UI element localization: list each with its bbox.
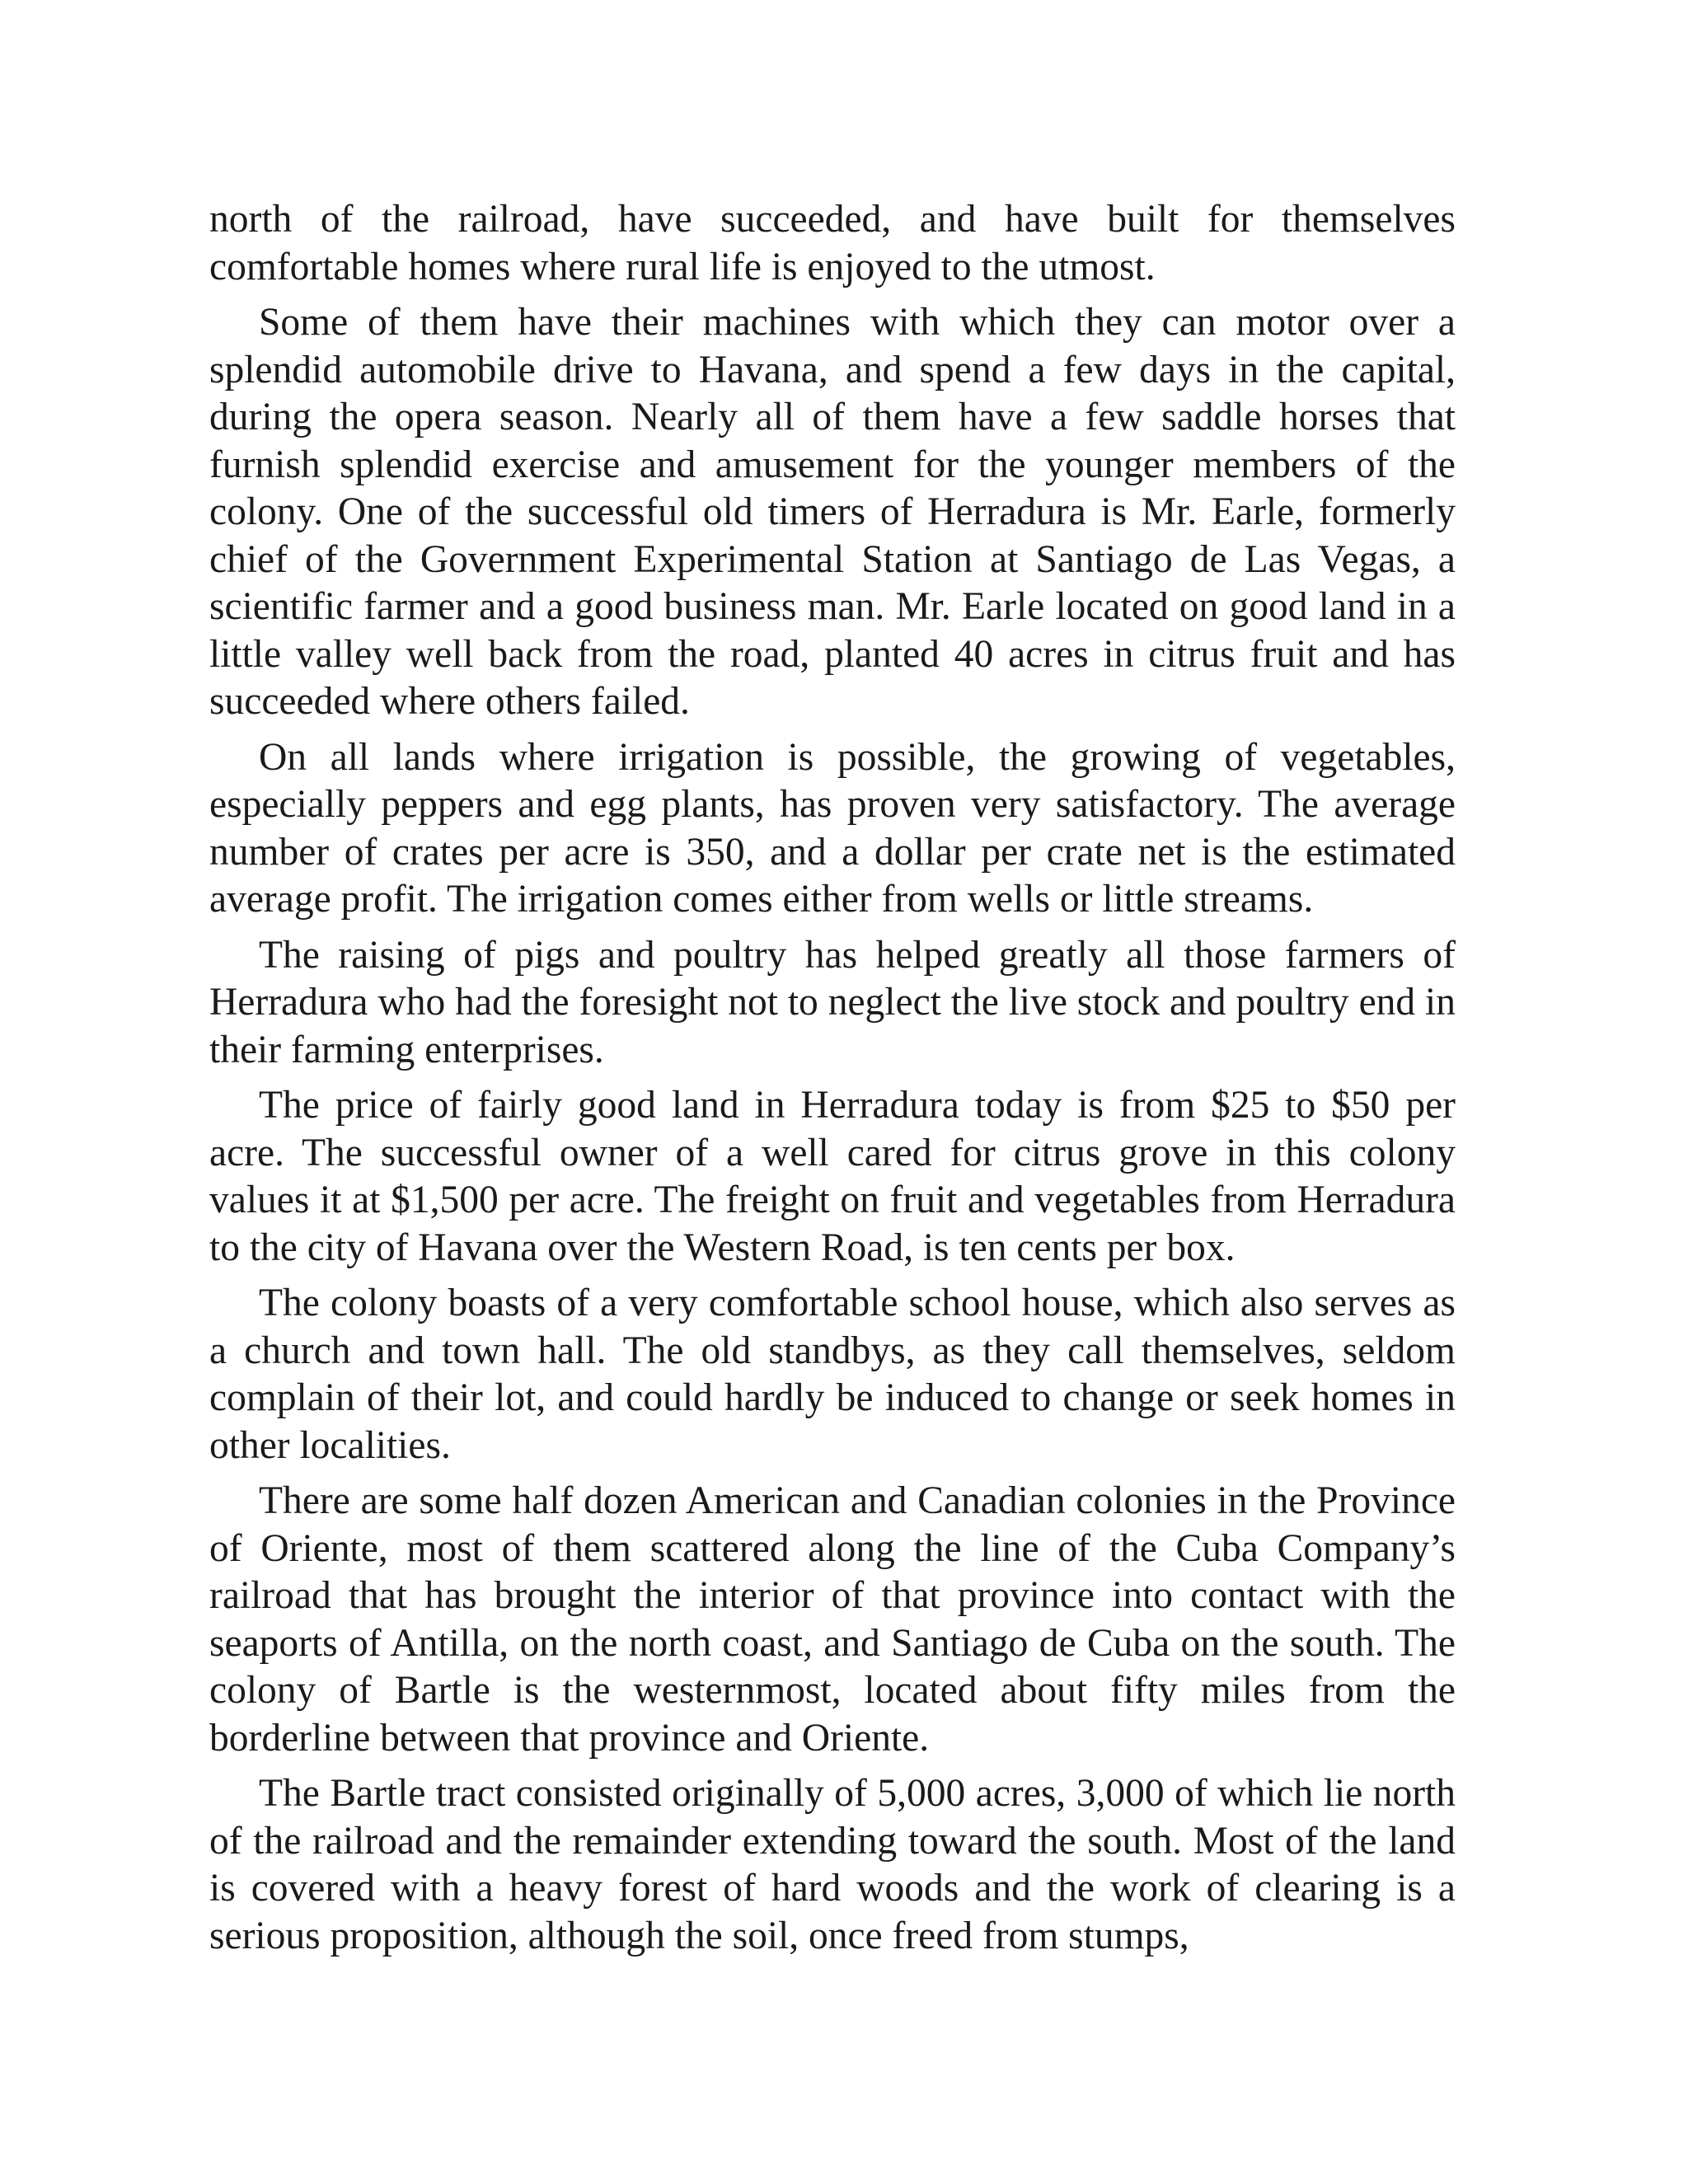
paragraph-continued: north of the railroad, have succeeded, and have built for themselves comfortable homes where rural life is enjoyed to the utmost. [209, 198, 1456, 288]
body-text [209, 196, 1456, 1968]
paragraph: The Bartle tract consisted originally of 5,000 acres, 3,000 of which lie north of the railroad and the remainder extending toward the south. Most of the land is covered with a heavy forest of hard woods and the work of clearing is a serious proposition, although the soil, once freed from stumps, [209, 1772, 1456, 1957]
paragraph: There are some half dozen American and Canadian colonies in the Province of Oriente, most of them scattered along the line of the Cuba Company’s railroad that has brought the interior of that province into contact with the seaports of Antilla, on the north coast, and Santiago de Cuba on the south. The colony of Bartle is the westernmost, located about fifty miles from the borderline between that province and Oriente. [209, 1479, 1456, 1760]
paragraph: The raising of pigs and poultry has helped greatly all those farmers of Herradura who had the foresight not to neglect the live stock and poultry end in their farming enterprises. [209, 933, 1456, 1071]
paragraph: The price of fairly good land in Herradura today is from $25 to $50 per acre. The successful owner of a well cared for citrus grove in this colony values it at $1,500 per acre. The freight on fruit and vegetables from Herradura to the city of Havana over the Western Road, is ten cents per box. [209, 1084, 1456, 1269]
paragraph: Some of them have their machines with which they can motor over a splendid automobile drive to Havana, and spend a few days in the capital, during the opera season. Nearly all of them have a few saddle horses that furnish splendid exercise and amusement for the younger members of the colony. One of the successful old timers of Herradura is Mr. Earle, formerly chief of the Government Experimental Station at Santiago de Las Vegas, a scientific farmer and a good business man. Mr. Earle located on good land in a little valley well back from the road, planted 40 acres in citrus fruit and has succeeded where others failed. [209, 301, 1456, 723]
paragraph: The colony boasts of a very comfortable school house, which also serves as a church and town hall. The old standbys, as they call themselves, seldom complain of their lot, and could hardly be induced to change or seek homes in other localities. [209, 1282, 1456, 1467]
paragraph: On all lands where irrigation is possible, the growing of vegetables, especially peppers and egg plants, has proven very satisfactory. The average number of crates per acre is 350, and a dollar per crate net is the estimated average profit. The irrigation comes either from wells or little streams. [209, 735, 1456, 921]
